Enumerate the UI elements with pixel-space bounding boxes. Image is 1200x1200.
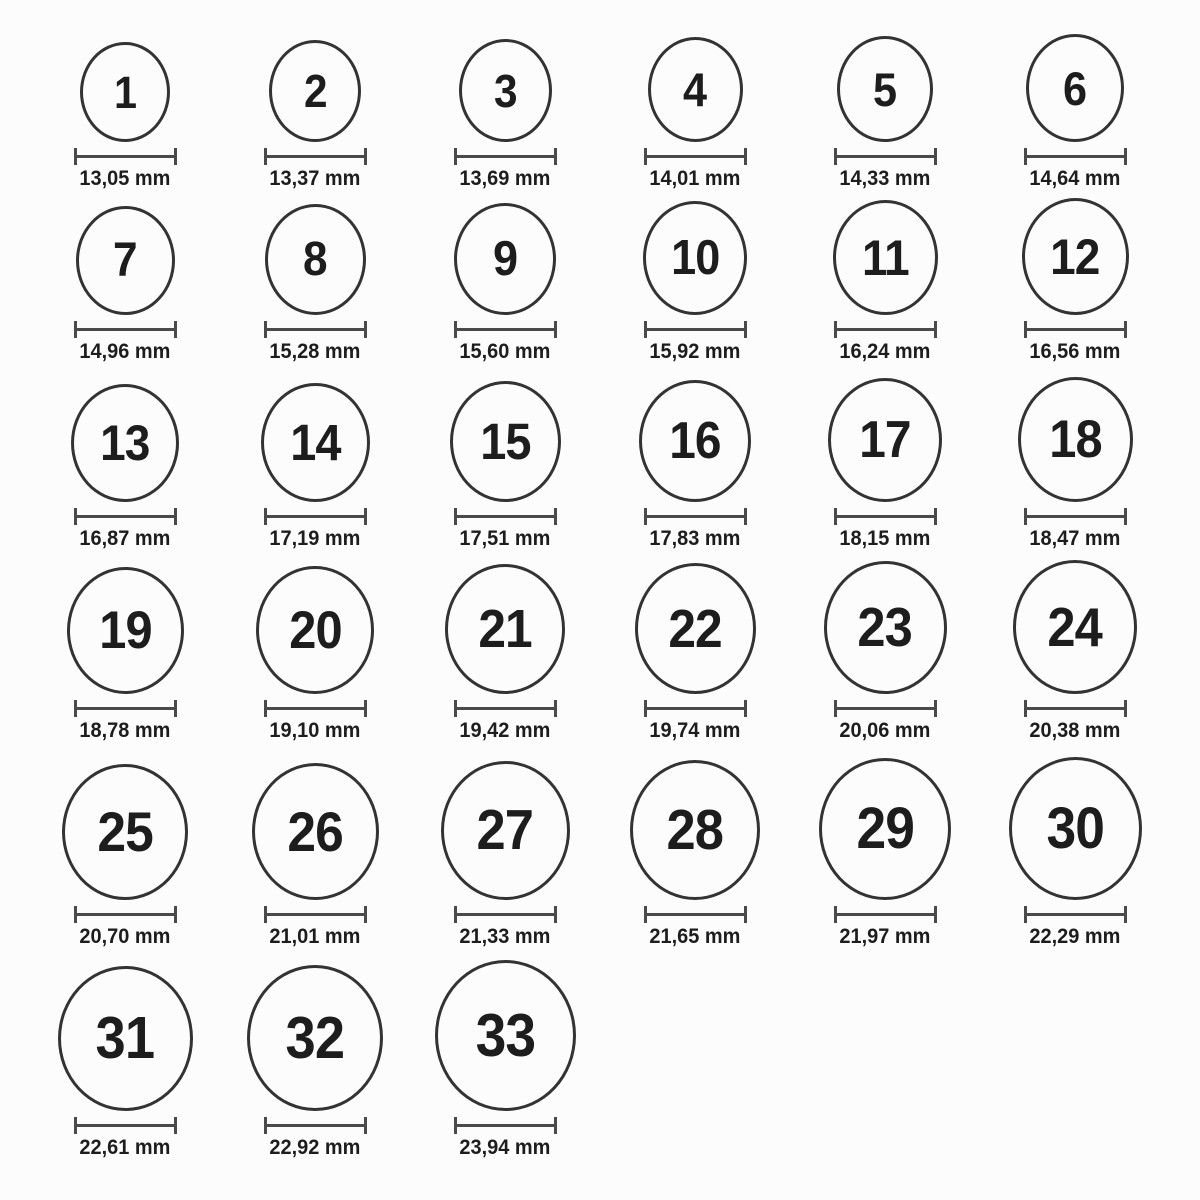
diameter-label: 14,64 mm	[1029, 167, 1121, 190]
ring-size-number: 31	[95, 1005, 155, 1071]
ring-size-number: 18	[1048, 410, 1102, 469]
diameter-measure-bar	[834, 148, 937, 165]
diameter-label: 21,65 mm	[649, 925, 741, 948]
ring-circle	[265, 204, 366, 315]
ring-size-item	[790, 752, 980, 958]
diameter-measure-bar	[454, 906, 557, 923]
diameter-label: 21,97 mm	[839, 925, 931, 948]
measure-line-icon	[834, 155, 937, 158]
ring-circle	[441, 761, 570, 900]
diameter-label: 15,92 mm	[649, 340, 741, 363]
diameter-label: 19,42 mm	[459, 719, 551, 742]
ring-size-item	[410, 958, 600, 1200]
ring-size-item	[30, 373, 220, 560]
measure-line-icon	[644, 155, 747, 158]
ring-size-number: 16	[669, 412, 721, 470]
ring-size-item	[220, 0, 410, 200]
ring-size-number: 22	[668, 598, 722, 659]
ring-size-item	[790, 200, 980, 373]
ring-size-item	[410, 0, 600, 200]
ring-circle	[256, 566, 374, 694]
measure-line-icon	[74, 155, 177, 158]
ring-circle	[1013, 560, 1137, 694]
measure-tick-right-icon	[934, 700, 937, 717]
measure-tick-right-icon	[934, 906, 937, 923]
ring-size-number: 11	[861, 229, 909, 286]
ring-size-number: 25	[97, 800, 153, 863]
measure-tick-right-icon	[1124, 906, 1127, 923]
measure-tick-right-icon	[364, 148, 367, 165]
measure-line-icon	[1024, 515, 1127, 518]
diameter-label: 22,29 mm	[1029, 925, 1121, 948]
ring-circle	[1022, 198, 1129, 315]
ring-size-item	[600, 0, 790, 200]
measure-tick-right-icon	[174, 321, 177, 338]
diameter-measure-bar	[264, 508, 367, 525]
measure-tick-right-icon	[744, 700, 747, 717]
diameter-label: 16,87 mm	[79, 527, 171, 550]
measure-tick-right-icon	[554, 700, 557, 717]
ring-size-number: 30	[1046, 795, 1104, 861]
ring-size-number: 23	[857, 596, 913, 658]
measure-tick-right-icon	[744, 508, 747, 525]
ring-size-item	[30, 752, 220, 958]
diameter-label: 14,96 mm	[79, 340, 171, 363]
diameter-measure-bar	[644, 906, 747, 923]
ring-circle	[252, 763, 379, 900]
diameter-label: 13,69 mm	[459, 167, 551, 190]
measure-tick-right-icon	[554, 321, 557, 338]
ring-size-item	[980, 200, 1170, 373]
ring-circle	[828, 378, 942, 502]
ring-size-number: 4	[683, 63, 707, 116]
diameter-measure-bar	[834, 508, 937, 525]
measure-tick-right-icon	[554, 148, 557, 165]
diameter-measure-bar	[454, 508, 557, 525]
diameter-measure-bar	[264, 321, 367, 338]
diameter-label: 20,70 mm	[79, 925, 171, 948]
ring-circle	[445, 564, 565, 694]
measure-line-icon	[264, 1124, 367, 1127]
diameter-label: 21,33 mm	[459, 925, 551, 948]
ring-size-number: 3	[493, 64, 517, 117]
measure-line-icon	[454, 913, 557, 916]
ring-size-number: 29	[856, 796, 914, 861]
ring-circle	[630, 760, 760, 900]
ring-size-number: 26	[287, 799, 343, 863]
diameter-label: 22,61 mm	[79, 1136, 171, 1159]
diameter-label: 14,33 mm	[839, 167, 931, 190]
ring-circle	[635, 563, 756, 694]
ring-size-item	[30, 560, 220, 752]
measure-tick-right-icon	[364, 1117, 367, 1134]
diameter-measure-bar	[644, 508, 747, 525]
measure-tick-right-icon	[364, 321, 367, 338]
diameter-label: 19,74 mm	[649, 719, 741, 742]
ring-circle	[71, 384, 179, 502]
ring-size-number: 1	[113, 66, 137, 118]
ring-size-number: 5	[873, 62, 897, 116]
diameter-measure-bar	[264, 1117, 367, 1134]
ring-size-number: 8	[303, 232, 327, 286]
ring-circle	[837, 36, 933, 142]
diameter-label: 20,38 mm	[1029, 719, 1121, 742]
diameter-measure-bar	[644, 148, 747, 165]
ring-size-item	[220, 373, 410, 560]
ring-size-item	[600, 752, 790, 958]
ring-size-number: 19	[98, 601, 152, 660]
diameter-measure-bar	[834, 906, 937, 923]
ring-circle	[261, 383, 370, 502]
ring-circle	[1026, 34, 1124, 142]
ring-size-item	[220, 200, 410, 373]
measure-line-icon	[74, 707, 177, 710]
measure-tick-right-icon	[554, 508, 557, 525]
ring-circle	[58, 966, 193, 1111]
diameter-measure-bar	[834, 321, 937, 338]
ring-size-item	[600, 560, 790, 752]
diameter-label: 18,47 mm	[1029, 527, 1121, 550]
diameter-measure-bar	[1024, 321, 1127, 338]
ring-size-number: 15	[479, 413, 531, 470]
diameter-measure-bar	[264, 148, 367, 165]
ring-size-item	[30, 200, 220, 373]
diameter-label: 17,51 mm	[459, 527, 551, 550]
diameter-measure-bar	[74, 148, 177, 165]
ring-circle	[247, 965, 383, 1111]
diameter-label: 18,78 mm	[79, 719, 171, 742]
measure-line-icon	[454, 155, 557, 158]
measure-tick-right-icon	[364, 700, 367, 717]
ring-size-item	[220, 958, 410, 1200]
measure-tick-right-icon	[934, 148, 937, 165]
ring-size-number: 7	[113, 233, 137, 287]
measure-line-icon	[644, 515, 747, 518]
measure-tick-right-icon	[364, 906, 367, 923]
diameter-measure-bar	[74, 1117, 177, 1134]
measure-tick-right-icon	[174, 700, 177, 717]
measure-line-icon	[264, 913, 367, 916]
diameter-label: 23,94 mm	[459, 1136, 551, 1159]
measure-line-icon	[834, 707, 937, 710]
measure-line-icon	[1024, 913, 1127, 916]
measure-line-icon	[834, 515, 937, 518]
measure-tick-right-icon	[744, 148, 747, 165]
diameter-label: 20,06 mm	[839, 719, 931, 742]
diameter-label: 13,37 mm	[269, 167, 361, 190]
ring-circle	[824, 561, 947, 694]
diameter-measure-bar	[74, 700, 177, 717]
measure-line-icon	[264, 707, 367, 710]
measure-line-icon	[264, 515, 367, 518]
diameter-label: 19,10 mm	[269, 719, 361, 742]
ring-size-item	[980, 373, 1170, 560]
ring-size-item	[600, 200, 790, 373]
measure-line-icon	[1024, 328, 1127, 331]
ring-size-number: 12	[1050, 228, 1100, 285]
diameter-measure-bar	[644, 700, 747, 717]
ring-size-number: 32	[285, 1004, 345, 1071]
diameter-measure-bar	[454, 700, 557, 717]
ring-size-number: 6	[1063, 61, 1087, 115]
ring-size-item	[410, 200, 600, 373]
measure-line-icon	[454, 515, 557, 518]
measure-line-icon	[1024, 707, 1127, 710]
measure-line-icon	[74, 515, 177, 518]
measure-line-icon	[454, 1124, 557, 1127]
measure-line-icon	[644, 328, 747, 331]
measure-line-icon	[644, 913, 747, 916]
ring-size-number: 33	[475, 1001, 535, 1069]
ring-size-number: 21	[478, 599, 532, 659]
measure-line-icon	[264, 155, 367, 158]
ring-circle	[62, 764, 188, 900]
measure-tick-right-icon	[174, 906, 177, 923]
measure-tick-right-icon	[174, 1117, 177, 1134]
ring-size-item	[980, 560, 1170, 752]
ring-size-item	[410, 560, 600, 752]
measure-tick-right-icon	[174, 508, 177, 525]
measure-tick-right-icon	[934, 508, 937, 525]
ring-size-number: 10	[670, 230, 720, 285]
ring-size-number: 27	[476, 798, 534, 862]
ring-circle	[67, 567, 184, 694]
measure-tick-right-icon	[1124, 321, 1127, 338]
ring-size-item	[600, 373, 790, 560]
ring-size-number: 17	[859, 411, 911, 469]
diameter-label: 15,28 mm	[269, 340, 361, 363]
measure-line-icon	[264, 328, 367, 331]
measure-line-icon	[834, 328, 937, 331]
ring-circle	[80, 42, 170, 142]
measure-line-icon	[834, 913, 937, 916]
ring-circle	[1018, 377, 1133, 502]
ring-size-number: 14	[289, 414, 341, 471]
ring-circle	[639, 380, 751, 502]
measure-line-icon	[644, 707, 747, 710]
ring-size-number: 20	[288, 600, 342, 660]
diameter-measure-bar	[264, 700, 367, 717]
diameter-label: 17,83 mm	[649, 527, 741, 550]
diameter-label: 21,01 mm	[269, 925, 361, 948]
diameter-measure-bar	[74, 906, 177, 923]
diameter-measure-bar	[1024, 508, 1127, 525]
diameter-measure-bar	[1024, 906, 1127, 923]
diameter-label: 18,15 mm	[839, 527, 931, 550]
diameter-label: 13,05 mm	[79, 167, 171, 190]
measure-line-icon	[454, 707, 557, 710]
ring-size-item	[30, 0, 220, 200]
diameter-label: 16,56 mm	[1029, 340, 1121, 363]
ring-circle	[819, 758, 951, 900]
ring-circle	[450, 381, 561, 502]
ring-size-number: 13	[100, 415, 150, 471]
ring-size-item	[790, 0, 980, 200]
ring-circle	[1009, 757, 1142, 900]
ring-circle	[643, 201, 747, 315]
measure-line-icon	[454, 328, 557, 331]
ring-size-item	[980, 752, 1170, 958]
measure-line-icon	[74, 913, 177, 916]
measure-tick-right-icon	[744, 321, 747, 338]
measure-tick-right-icon	[364, 508, 367, 525]
ring-size-item	[220, 560, 410, 752]
ring-size-number: 9	[492, 231, 518, 286]
ring-circle	[269, 40, 361, 142]
diameter-measure-bar	[454, 148, 557, 165]
ring-circle	[648, 37, 743, 142]
diameter-label: 16,24 mm	[839, 340, 931, 363]
ring-size-item	[220, 752, 410, 958]
diameter-measure-bar	[454, 1117, 557, 1134]
ring-circle	[833, 200, 938, 315]
ring-circle	[435, 960, 576, 1111]
ring-size-number: 28	[666, 797, 724, 862]
measure-tick-right-icon	[1124, 148, 1127, 165]
measure-tick-right-icon	[554, 1117, 557, 1134]
ring-size-number: 2	[303, 65, 327, 117]
measure-tick-right-icon	[554, 906, 557, 923]
ring-size-item	[980, 0, 1170, 200]
ring-size-item	[410, 373, 600, 560]
ring-circle	[459, 39, 552, 142]
diameter-label: 17,19 mm	[269, 527, 361, 550]
measure-tick-right-icon	[1124, 508, 1127, 525]
diameter-measure-bar	[644, 321, 747, 338]
diameter-label: 15,60 mm	[459, 340, 551, 363]
diameter-measure-bar	[74, 321, 177, 338]
diameter-measure-bar	[454, 321, 557, 338]
measure-line-icon	[1024, 155, 1127, 158]
ring-size-item	[30, 958, 220, 1200]
measure-line-icon	[74, 1124, 177, 1127]
measure-tick-right-icon	[1124, 700, 1127, 717]
ring-circle	[454, 203, 556, 315]
ring-size-item	[790, 560, 980, 752]
diameter-measure-bar	[74, 508, 177, 525]
diameter-measure-bar	[1024, 700, 1127, 717]
diameter-label: 22,92 mm	[269, 1136, 361, 1159]
measure-tick-right-icon	[174, 148, 177, 165]
diameter-measure-bar	[264, 906, 367, 923]
diameter-label: 14,01 mm	[649, 167, 741, 190]
diameter-measure-bar	[834, 700, 937, 717]
measure-tick-right-icon	[744, 906, 747, 923]
ring-size-item	[410, 752, 600, 958]
ring-size-item	[790, 373, 980, 560]
diameter-measure-bar	[1024, 148, 1127, 165]
measure-line-icon	[74, 328, 177, 331]
measure-tick-right-icon	[934, 321, 937, 338]
ring-size-number: 24	[1047, 595, 1103, 658]
ring-circle	[76, 206, 175, 315]
